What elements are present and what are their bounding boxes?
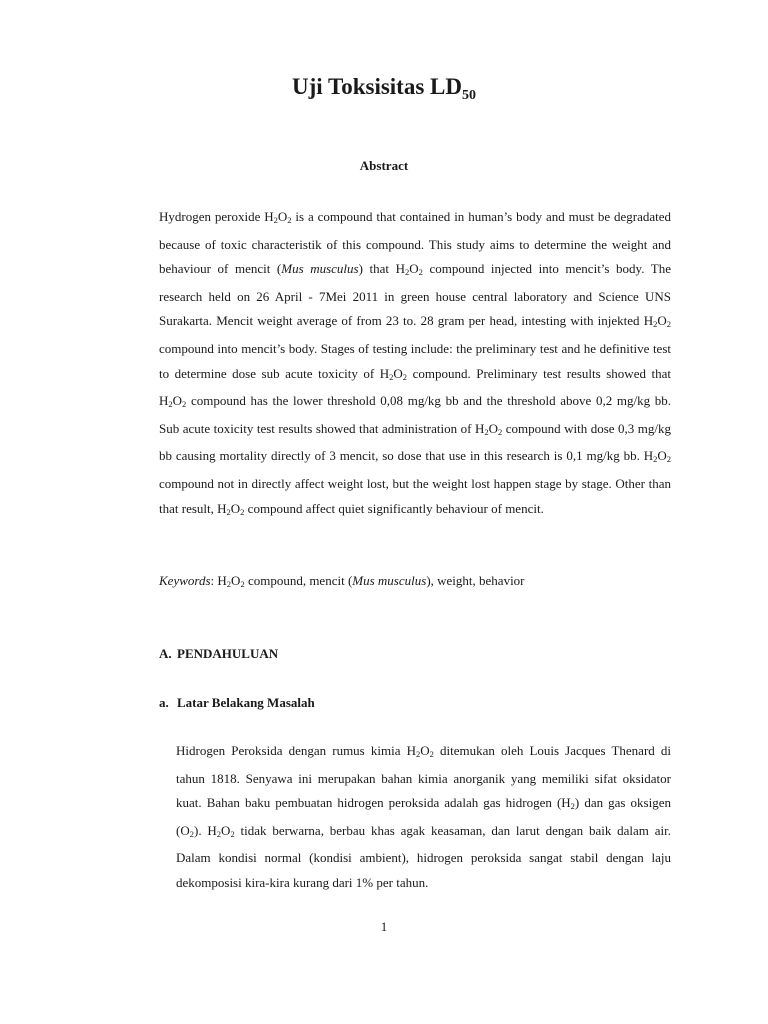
subsection-heading: a. Latar Belakang Masalah bbox=[159, 695, 315, 710]
chemical-formula-h2o2: $H_2O_2$ bbox=[643, 313, 671, 330]
page-number: 1 bbox=[380, 919, 388, 934]
chemical-formula-h2o2: $H_2O_2$ bbox=[159, 393, 187, 410]
chemical-formula-h2o2: $H_2O_2$ bbox=[217, 573, 245, 589]
chemical-formula-h2o2: $H_2O_2$ bbox=[406, 743, 434, 759]
keywords-line: Keywords: $H_2O_2$ compound, mencit (Mus musculus), weight, behavior bbox=[159, 573, 525, 589]
chemical-formula-h2o2: $H_2O_2$ bbox=[264, 209, 292, 225]
abstract-paragraph: Hydrogen peroxide $H_2O_2$ is a compound that contained in human’s body and must be degradated because of toxic characteristik of this compound. This study aims to determine the weight and behaviour of mencit (Mus musculus) that $H_2O_2$ compound injected into mencit’s body. The research held on 26 April - 7Mei 2011 in green house central laboratory and Science UNS Surakarta. Mencit weight average of from 23 to. 28 gram per head, intesting with injekted $H_2O_2$ compound into mencit’s body. Stages of testing include: the preliminary test and he definitive test to determine dose sub acute toxicity of $H_2O_2$ compound. Preliminary test results showed that $H_2O_2$ compound has the lower threshold 0,08 mg/kg bb and the threshold above 0,2 mg/kg bb. Sub acute toxicity test results showed that administration of $H_2O_2$ compound with dose 0,3 mg/kg bb causing mortality directly of 3 mencit, so dose that use in this research is 0,1 mg/kg bb. $H_2O_2$ compound not in directly affect weight lost, but the weight lost happen stage by stage. Other than that result, $H_2O_2$ compound affect quiet significantly behaviour of mencit. bbox=[159, 209, 672, 517]
chemical-formula-h2o2: $H_2O_2$ bbox=[395, 261, 423, 278]
abstract-heading: Abstract bbox=[359, 158, 409, 173]
chemical-formula-h2o2: $H_2O_2$ bbox=[379, 365, 408, 382]
chemical-formula-h2o2: $H_2O_2$ bbox=[643, 448, 671, 465]
page-title: Uji Toksisitas $LD_{50}$ bbox=[291, 74, 476, 103]
chemical-formula-h2o2: $H_2O_2$ bbox=[207, 822, 235, 839]
section-heading: A. PENDAHULUAN bbox=[159, 646, 279, 661]
intro-paragraph: Hidrogen Peroksida dengan rumus kimia $H_2O_2$ ditemukan oleh Louis Jacques Thenard di tahun 1818. Senyawa ini merupakan bahan kimia anorganik yang memiliki sifat oksidator kuat. Bahan baku pembuatan hidrogen peroksida adalah gas hidrogen $(H_2)$ dan gas oksigen $(O_2)$. $H_2O_2$ tidak berwarna, berbau khas agak keasaman, dan larut dengan baik dalam air. Dalam kondisi normal (kondisi ambient), hidrogen peroksida sangat stabil dengan laju dekomposisi kira-kira kurang dari 1% per tahun. bbox=[176, 743, 672, 890]
chemical-formula-h2o2: $H_2O_2$ bbox=[474, 420, 503, 437]
chemical-formula-h2o2: $H_2O_2$ bbox=[217, 500, 245, 517]
